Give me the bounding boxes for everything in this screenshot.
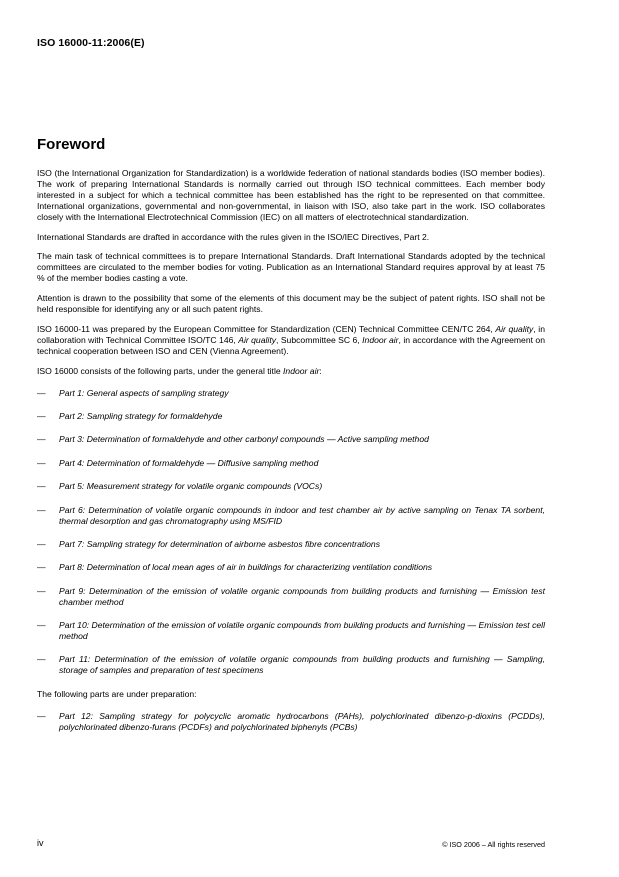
list-item-text: Part 10: Determination of the emission of volatile organic compounds from building products and furnishing — Emission test cell method	[59, 620, 545, 641]
dash-bullet: —	[37, 387, 46, 398]
list-item-part-8	[37, 562, 545, 573]
list-item-text: Part 4: Determination of formaldehyde — Diffusive sampling method	[59, 457, 319, 468]
list-item-text: Part 2: Sampling strategy for formaldehyde	[59, 411, 223, 421]
dash-bullet: —	[37, 481, 46, 492]
list-item-part-9	[37, 586, 545, 608]
dash-bullet: —	[37, 504, 46, 515]
paragraph-patent-rights: Attention is drawn to the possibility that some of the elements of this document may be the subject of patent rights. ISO shall not be held responsible for identifying any or all such patent rights.	[37, 293, 545, 315]
parts-in-preparation-list	[37, 711, 545, 733]
list-item-text: Part 7: Sampling strategy for determination of airborne asbestos fibre concentrations	[59, 538, 381, 549]
italic-span: Air quality	[495, 323, 534, 334]
list-item-part-4	[37, 458, 545, 469]
paragraph-parts-intro	[37, 366, 545, 377]
dash-bullet: —	[37, 620, 46, 631]
text-span: , in accordance with the Agreement on technical cooperation between ISO and CEN (Vienna Agreement).	[37, 334, 545, 356]
list-item-text: Part 9: Determination of the emission of volatile organic compounds from building products and furnishing — Emission test chamber method	[59, 585, 545, 607]
list-item-part-7	[37, 539, 545, 550]
paragraph-preparation	[37, 324, 545, 357]
dash-bullet: —	[37, 654, 46, 665]
list-item-text: Part 11: Determination of the emission of volatile organic compounds from building products and furnishing — Sampling, storage of samples and preparation of test specimens	[59, 654, 545, 676]
page-title: Foreword	[37, 136, 106, 153]
paragraph-under-preparation: The following parts are under preparation:	[37, 688, 197, 699]
list-item-part-5	[37, 481, 545, 492]
list-item-part-10	[37, 620, 545, 642]
list-item-part-12	[37, 711, 545, 733]
list-item-part-11	[37, 654, 545, 676]
paragraph-technical-committees: The main task of technical committees is to prepare International Standards. Draft International Standards adopted by the technical committees are circulated to the member bodies for voting. Publication as an International Standard requires approval by at least 75 % of the member bodies casting a vote.	[37, 251, 545, 284]
dash-bullet: —	[37, 538, 46, 549]
text-span: ISO 16000-11 was prepared by the European Committee for Standardization (CEN) Technical Committee CEN/TC 264,	[37, 323, 496, 334]
italic-span: Indoor air	[283, 365, 320, 376]
paragraph-directives: International Standards are drafted in accordance with the rules given in the ISO/IEC Directives, Part 2.	[37, 231, 430, 242]
dash-bullet: —	[37, 411, 46, 421]
document-id-header: ISO 16000-11:2006(E)	[37, 37, 145, 49]
list-item-text: Part 8: Determination of local mean ages of air in buildings for characterizing ventilation conditions	[59, 562, 433, 573]
list-item-text: Part 3: Determination of formaldehyde and other carbonyl compounds — Active sampling method	[59, 434, 429, 445]
italic-span: Air quality	[238, 334, 276, 345]
dash-bullet: —	[37, 710, 46, 721]
list-item-text: Part 6: Determination of volatile organic compounds in indoor and test chamber air by active sampling on Tenax TA sorbent, thermal desorption and gas chromatography using MS/FID	[59, 504, 545, 526]
list-item-text: Part 1: General aspects of sampling strategy	[59, 387, 229, 398]
list-item-part-1	[37, 388, 545, 399]
parts-list	[37, 388, 545, 677]
list-item-text: Part 5: Measurement strategy for volatile organic compounds (VOCs)	[59, 481, 323, 492]
list-item-part-6	[37, 505, 545, 527]
list-item-text: Part 12: Sampling strategy for polycyclic aromatic hydrocarbons (PAHs), polychlorinated dibenzo-p-dioxins (PCDDs), polychlorinated dibenzo-furans (PCDFs) and polychlorinated biphenyls (PCBs)	[59, 710, 545, 732]
list-item-part-3	[37, 434, 545, 445]
italic-span: Indoor air	[362, 334, 399, 345]
dash-bullet: —	[37, 457, 46, 468]
page-number: iv	[37, 838, 44, 848]
copyright-notice: © ISO 2006 – All rights reserved	[442, 840, 545, 849]
text-span: ISO 16000 consists of the following parts, under the general title	[37, 365, 284, 376]
list-item-part-2	[37, 411, 545, 422]
dash-bullet: —	[37, 562, 46, 573]
text-span: :	[319, 365, 322, 376]
foreword-body	[37, 168, 545, 745]
text-span: , Subcommittee SC 6,	[276, 334, 363, 345]
dash-bullet: —	[37, 585, 46, 596]
text-span: , in collaboration with Technical Committee ISO/TC 146,	[37, 323, 545, 345]
dash-bullet: —	[37, 434, 46, 445]
paragraph-iso-overview: ISO (the International Organization for Standardization) is a worldwide federation of national standards bodies (ISO member bodies). The work of preparing International Standards is normally carried out through ISO technical committees. Each member body interested in a subject for which a technical committee has been established has the right to be represented on that committee. International organizations, governmental and non-governmental, in liaison with ISO, also take part in the work. ISO collaborates closely with the International Electrotechnical Commission (IEC) on all matters of electrotechnical standardization.	[37, 168, 545, 222]
